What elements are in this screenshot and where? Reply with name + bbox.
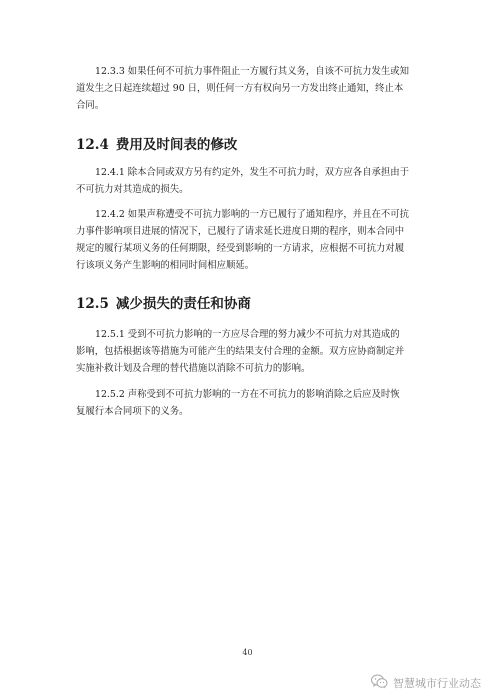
- section-heading-12-5: [76, 296, 251, 312]
- section-number: 12.5: [76, 296, 109, 312]
- text-line: 12.5.1 受到不可抗力影响的一方应尽合理的努力减少不可抗力对其造成的: [95, 329, 400, 340]
- text-line: 道发生之日起连续超过 90 日，则任何一方有权向另一方发出终止通知，终止本: [76, 83, 404, 94]
- paragraph-12-4-2: [76, 206, 426, 274]
- text-line: 复履行本合同项下的义务。: [76, 406, 189, 417]
- text-line: 不可抗力对其造成的损失。: [76, 184, 189, 195]
- section-heading-12-4: [76, 137, 237, 153]
- paragraph-12-3-3: [76, 63, 426, 114]
- paragraph-12-5-2: [76, 386, 426, 420]
- text-line: 影响，包括根据该等措施为可能产生的结果支付合理的金额。双方应协商制定并: [76, 346, 405, 357]
- text-line: 12.5.2 声称受到不可抗力影响的一方在不可抗力的影响消除之后应及时恢: [95, 389, 400, 400]
- page-number: 40: [242, 648, 253, 657]
- text-line: 12.3.3 如果任何不可抗力事件阻止一方履行其义务，自该不可抗力发生或知: [95, 66, 410, 77]
- paragraph-12-5-1: [76, 326, 426, 377]
- text-line: 实施补救计划及合理的替代措施以消除不可抗力的影响。: [76, 363, 311, 374]
- section-number: 12.4: [76, 137, 109, 153]
- text-line: 规定的履行某项义务的任何期限，经受到影响的一方请求，应根据不可抗力对履: [76, 243, 405, 254]
- text-line: 合同。: [76, 100, 105, 111]
- text-line: 12.4.2 如果声称遭受不可抗力影响的一方已履行了通知程序，并且在不可抗: [95, 209, 410, 220]
- section-title: 费用及时间表的修改: [115, 137, 238, 153]
- watermark-text: 智慧城市行业动态: [393, 677, 481, 690]
- text-line: 行该项义务产生影响的相同时间相应顺延。: [76, 260, 255, 271]
- section-title: 减少损失的责任和协商: [115, 296, 251, 312]
- watermark: [371, 674, 481, 692]
- paragraph-12-4-1: [76, 164, 426, 198]
- text-line: 力事件影响项目进展的情况下，已履行了请求延长进度日期的程序，则本合同中: [76, 226, 405, 237]
- wechat-icon: [371, 674, 388, 692]
- text-line: 12.4.1 除本合同或双方另有约定外，发生不可抗力时，双方应各自承担由于: [95, 167, 410, 178]
